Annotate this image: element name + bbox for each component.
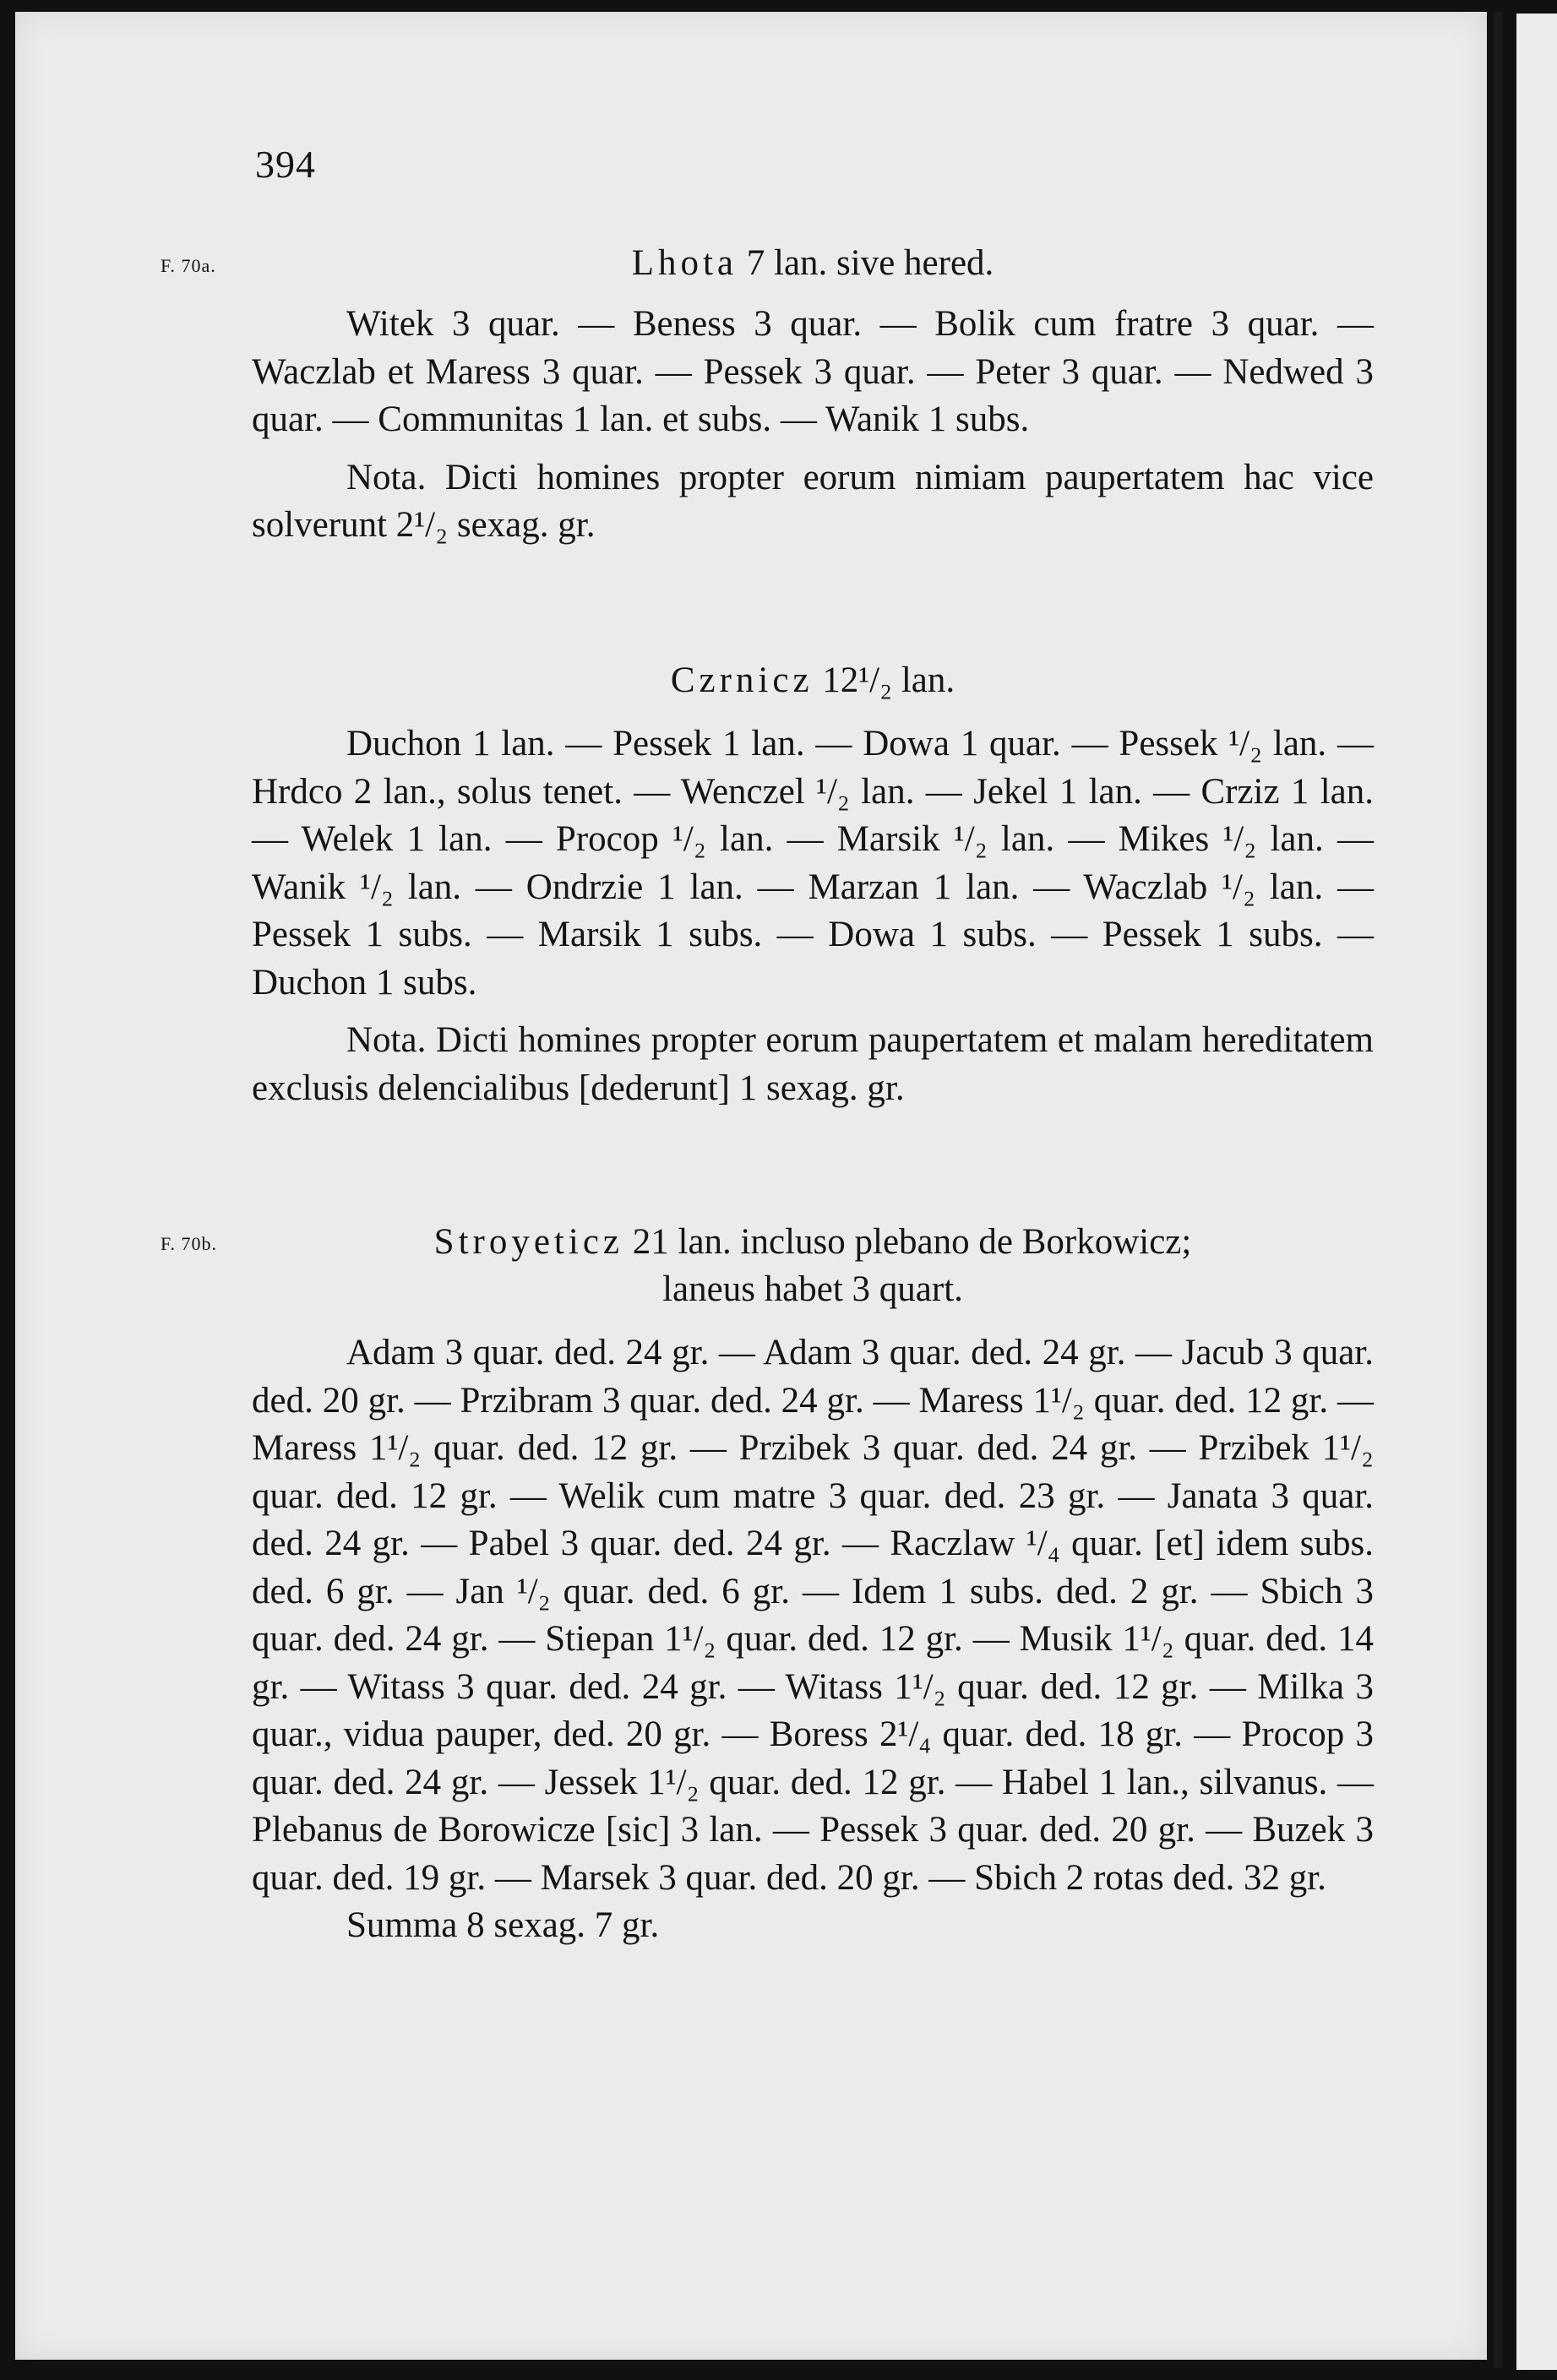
paragraph-nota: Nota. Dicti homines propter eorum nimiam paupertatem hac vice solverunt 2¹/₂ sexag. gr. (252, 457, 1374, 545)
heading-detail: 7 lan. sive hered. (746, 243, 994, 283)
folio-marker-70b: F. 70b. (161, 1233, 217, 1254)
heading-detail: 12¹/₂ lan. (822, 660, 955, 700)
section-body-lhota (252, 301, 1374, 550)
paragraph-nota: Nota. Dicti homines propter eorum paupertatem et malam hereditatem exclusis delencialibus [dederunt] 1 sexag. gr. (252, 1020, 1374, 1108)
section-body-czrnicz (252, 720, 1374, 1112)
paragraph-tenants: Adam 3 quar. ded. 24 gr. — Adam 3 quar. ded. 24 gr. — Jacub 3 quar. ded. 20 gr. — Przibram 3 quar. ded. 24 gr. — Maress 1¹/₂ quar. ded. 12 gr. — Maress 1¹/₂ quar. ded. 12 gr. — Przibek 3 quar. ded. 24 gr. — Przibek 1¹/₂ quar. ded. 12 gr. — Welik cum matre 3 quar. ded. 23 gr. — Janata 3 quar. ded. 24 gr. — Pabel 3 quar. ded. 24 gr. — Raczlaw ¹/₄ quar. [et] idem subs. ded. 6 gr. — Jan ¹/₂ quar. ded. 6 gr. — Idem 1 subs. ded. 2 gr. — Sbich 3 quar. ded. 24 gr. — Stiepan 1¹/₂ quar. ded. 12 gr. — Musik 1¹/₂ quar. ded. 14 gr. — Witass 3 quar. ded. 24 gr. — Witass 1¹/₂ quar. ded. 12 gr. — Milka 3 quar., vidua pauper, ded. 20 gr. — Boress 2¹/₄ quar. ded. 18 gr. — Procop 3 quar. ded. 24 gr. — Jessek 1¹/₂ quar. ded. 12 gr. — Habel 1 lan., silvanus. — Plebanus de Borowicze [sic] 3 lan. — Pessek 3 quar. ded. 20 gr. — Buzek 3 quar. ded. 19 gr. — Marsek 3 quar. ded. 20 gr. — Sbich 2 rotas ded. 32 gr. (252, 1333, 1374, 1898)
page-number: 394 (255, 143, 316, 186)
scan-edge (1494, 12, 1502, 2368)
section-body-stroyeticz (252, 1329, 1374, 1950)
section-heading-stroyeticz (252, 1219, 1374, 1313)
place-name: Czrnicz (670, 660, 814, 700)
paragraph-tenants: Witek 3 quar. — Beness 3 quar. — Bolik cum fratre 3 quar. — Waczlab et Maress 3 quar. — Pessek 3 quar. — Peter 3 quar. — Nedwed 3 quar. — Communitas 1 lan. et subs. — Wanik 1 subs. (252, 304, 1374, 439)
place-name: Lhota (631, 243, 738, 283)
section-heading-czrnicz (252, 657, 1374, 704)
heading-line-2: laneus habet 3 quart. (662, 1269, 963, 1309)
heading-detail: 21 lan. incluso plebano de Borkowicz; (632, 1222, 1192, 1262)
folio-marker-70a: F. 70a. (161, 255, 216, 276)
place-name: Stroyeticz (433, 1222, 623, 1262)
paragraph-tenants: Duchon 1 lan. — Pessek 1 lan. — Dowa 1 quar. — Pessek ¹/₂ lan. — Hrdco 2 lan., solus tenet. — Wenczel ¹/₂ lan. — Jekel 1 lan. — Crziz 1 lan. — Welek 1 lan. — Procop ¹/₂ lan. — Marsik ¹/₂ lan. — Mikes ¹/₂ lan. — Wanik ¹/₂ lan. — Ondrzie 1 lan. — Marzan 1 lan. — Waczlab ¹/₂ lan. — Pessek 1 subs. — Marsik 1 subs. — Dowa 1 subs. — Pessek 1 subs. — Duchon 1 subs. (252, 724, 1374, 1003)
facing-page-edge (1516, 14, 1557, 2370)
section-heading-lhota (252, 240, 1374, 287)
paragraph-summa: Summa 8 sexag. 7 gr. (346, 1905, 660, 1945)
